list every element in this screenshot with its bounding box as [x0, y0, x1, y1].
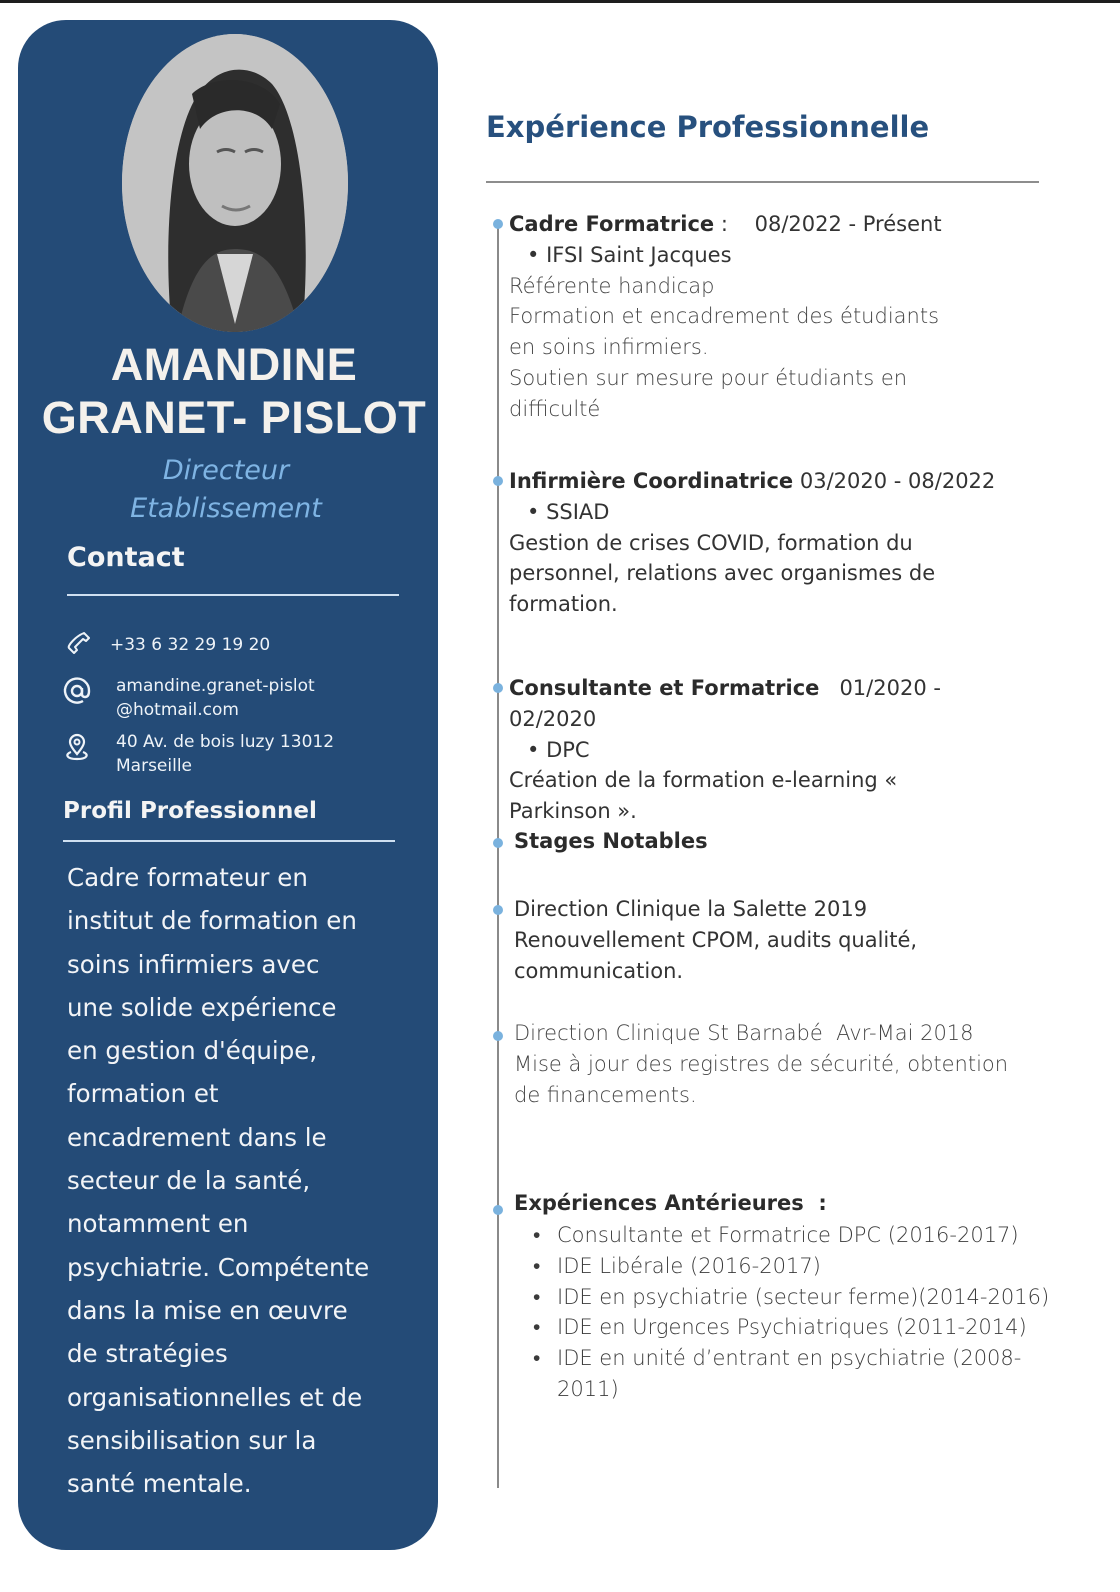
job-dates: 01/2020 - 02/2020	[509, 676, 941, 731]
job-title: Cadre Formatrice	[509, 212, 715, 236]
job-description	[509, 528, 1029, 620]
job-entry	[509, 209, 1029, 425]
job-entry	[509, 673, 1029, 827]
profile-line: secteur de la santé,	[67, 1166, 311, 1196]
profile-line: notamment en	[67, 1209, 249, 1239]
job-description	[509, 765, 1029, 827]
contact-address	[60, 730, 334, 778]
desc-line: difficulté	[509, 396, 601, 421]
anterieures-heading	[514, 1188, 827, 1219]
profile-line: santé mentale.	[67, 1469, 252, 1499]
job-role	[18, 452, 434, 528]
profile-line: psychiatrie. Compétente	[67, 1252, 370, 1282]
stage-entry	[514, 894, 1034, 986]
name-last: GRANET- PISLOT	[41, 392, 427, 443]
list-item: • IDE en Urgences Psychiatriques (2011-2014)	[533, 1312, 1073, 1343]
email-address[interactable]	[116, 674, 315, 722]
profile-line: organisationnelles et de	[67, 1382, 363, 1412]
email-line: @hotmail.com	[116, 700, 239, 720]
portrait-image	[122, 34, 348, 332]
stage-entry	[514, 1018, 1054, 1110]
stages-heading	[514, 826, 708, 857]
desc-line: Parkinson ».	[509, 799, 637, 824]
profile-line: formation et	[67, 1079, 219, 1109]
profile-heading: Profil Professionnel	[63, 798, 317, 824]
postal-address	[116, 730, 334, 778]
phone-icon	[60, 628, 94, 662]
job-entry	[509, 466, 1029, 620]
job-description	[509, 271, 983, 425]
job-org: • IFSI Saint Jacques	[509, 240, 1029, 271]
job-org: • DPC	[509, 735, 1029, 766]
timeline-dot	[493, 1031, 503, 1041]
anterieures-list	[533, 1220, 1073, 1405]
contact-email	[60, 674, 315, 722]
job-title: Consultante et Formatrice	[509, 676, 820, 700]
job-separator	[819, 676, 839, 700]
contact-heading: Contact	[67, 542, 185, 573]
address-line: 40 Av. de bois luzy 13012	[116, 732, 335, 752]
role-line: Directeur	[162, 455, 290, 486]
timeline-dot	[493, 838, 503, 848]
top-border	[0, 0, 1120, 3]
name-first: AMANDINE	[110, 339, 358, 390]
timeline-dot	[493, 683, 503, 693]
anterieures-heading-text: Expériences Antérieures :	[514, 1191, 827, 1215]
profile-summary	[67, 856, 417, 1505]
timeline-line	[497, 222, 499, 1488]
section-title: Expérience Professionnelle	[486, 110, 930, 144]
profile-divider	[63, 840, 395, 842]
profile-line: encadrement dans le	[67, 1122, 327, 1152]
desc-line: Soutien sur mesure pour étudiants en	[509, 365, 908, 390]
desc-line: Formation et encadrement des étudiants	[509, 304, 940, 329]
profile-line: dans la mise en œuvre	[67, 1295, 348, 1325]
job-org: • SSIAD	[509, 497, 1029, 528]
profile-line: de stratégies	[67, 1339, 228, 1369]
title-divider	[486, 181, 1039, 183]
sidebar	[18, 20, 438, 1550]
profile-photo	[122, 34, 348, 332]
desc-line: formation.	[509, 592, 618, 617]
job-dates: 08/2022 - Présent	[754, 212, 942, 236]
phone-number[interactable]: +33 6 32 29 19 20	[110, 635, 271, 655]
stage-line: de financements.	[514, 1082, 697, 1107]
address-line: Marseille	[116, 756, 193, 776]
list-item: • Consultante et Formatrice DPC (2016-2017)	[533, 1220, 1073, 1251]
list-item: • IDE Libérale (2016-2017)	[533, 1251, 1073, 1282]
desc-line: Gestion de crises COVID, formation du	[509, 530, 913, 555]
stage-title: Direction Clinique la Salette 2019	[514, 897, 868, 921]
job-header	[509, 466, 1029, 497]
job-title: Infirmière Coordinatrice	[509, 469, 794, 493]
profile-line: soins infirmiers avec	[67, 949, 320, 979]
email-line: amandine.granet-pislot	[116, 676, 315, 696]
timeline-dot	[493, 219, 503, 229]
job-separator	[793, 469, 800, 493]
role-line: Etablissement	[130, 493, 322, 524]
profile-line: en gestion d'équipe,	[67, 1036, 318, 1066]
contact-divider	[67, 594, 399, 596]
desc-line: Référente handicap	[509, 273, 715, 298]
timeline-dot	[493, 476, 503, 486]
list-item: • IDE en psychiatrie (secteur ferme)(2014-2016)	[533, 1282, 1073, 1313]
profile-line: institut de formation en	[67, 906, 357, 936]
desc-line: Création de la formation e-learning «	[509, 768, 898, 793]
stage-title: Direction Clinique St Barnabé Avr-Mai 2018	[514, 1021, 974, 1045]
desc-line: en soins infirmiers.	[509, 335, 709, 360]
stage-line: Renouvellement CPOM, audits qualité,	[514, 927, 918, 952]
profile-line: une solide expérience	[67, 992, 337, 1022]
timeline-dot	[493, 1205, 503, 1215]
profile-line: Cadre formateur en	[67, 863, 308, 892]
job-dates: 03/2020 - 08/2022	[799, 469, 996, 493]
job-separator: :	[714, 212, 755, 236]
stages-heading-text: Stages Notables	[514, 829, 708, 853]
desc-line: personnel, relations avec organismes de	[509, 561, 936, 586]
stage-line: Mise à jour des registres de sécurité, obtention	[514, 1051, 1009, 1076]
location-pin-icon	[60, 730, 94, 764]
stage-line: communication.	[514, 958, 684, 983]
job-header	[509, 209, 1029, 240]
profile-line: sensibilisation sur la	[67, 1425, 317, 1455]
list-item: • IDE en unité d’entrant en psychiatrie (2008-2011)	[533, 1343, 1057, 1405]
job-header	[509, 673, 1029, 735]
full-name	[18, 338, 450, 444]
at-icon	[60, 674, 94, 708]
timeline-dot	[493, 905, 503, 915]
contact-phone	[60, 628, 270, 662]
